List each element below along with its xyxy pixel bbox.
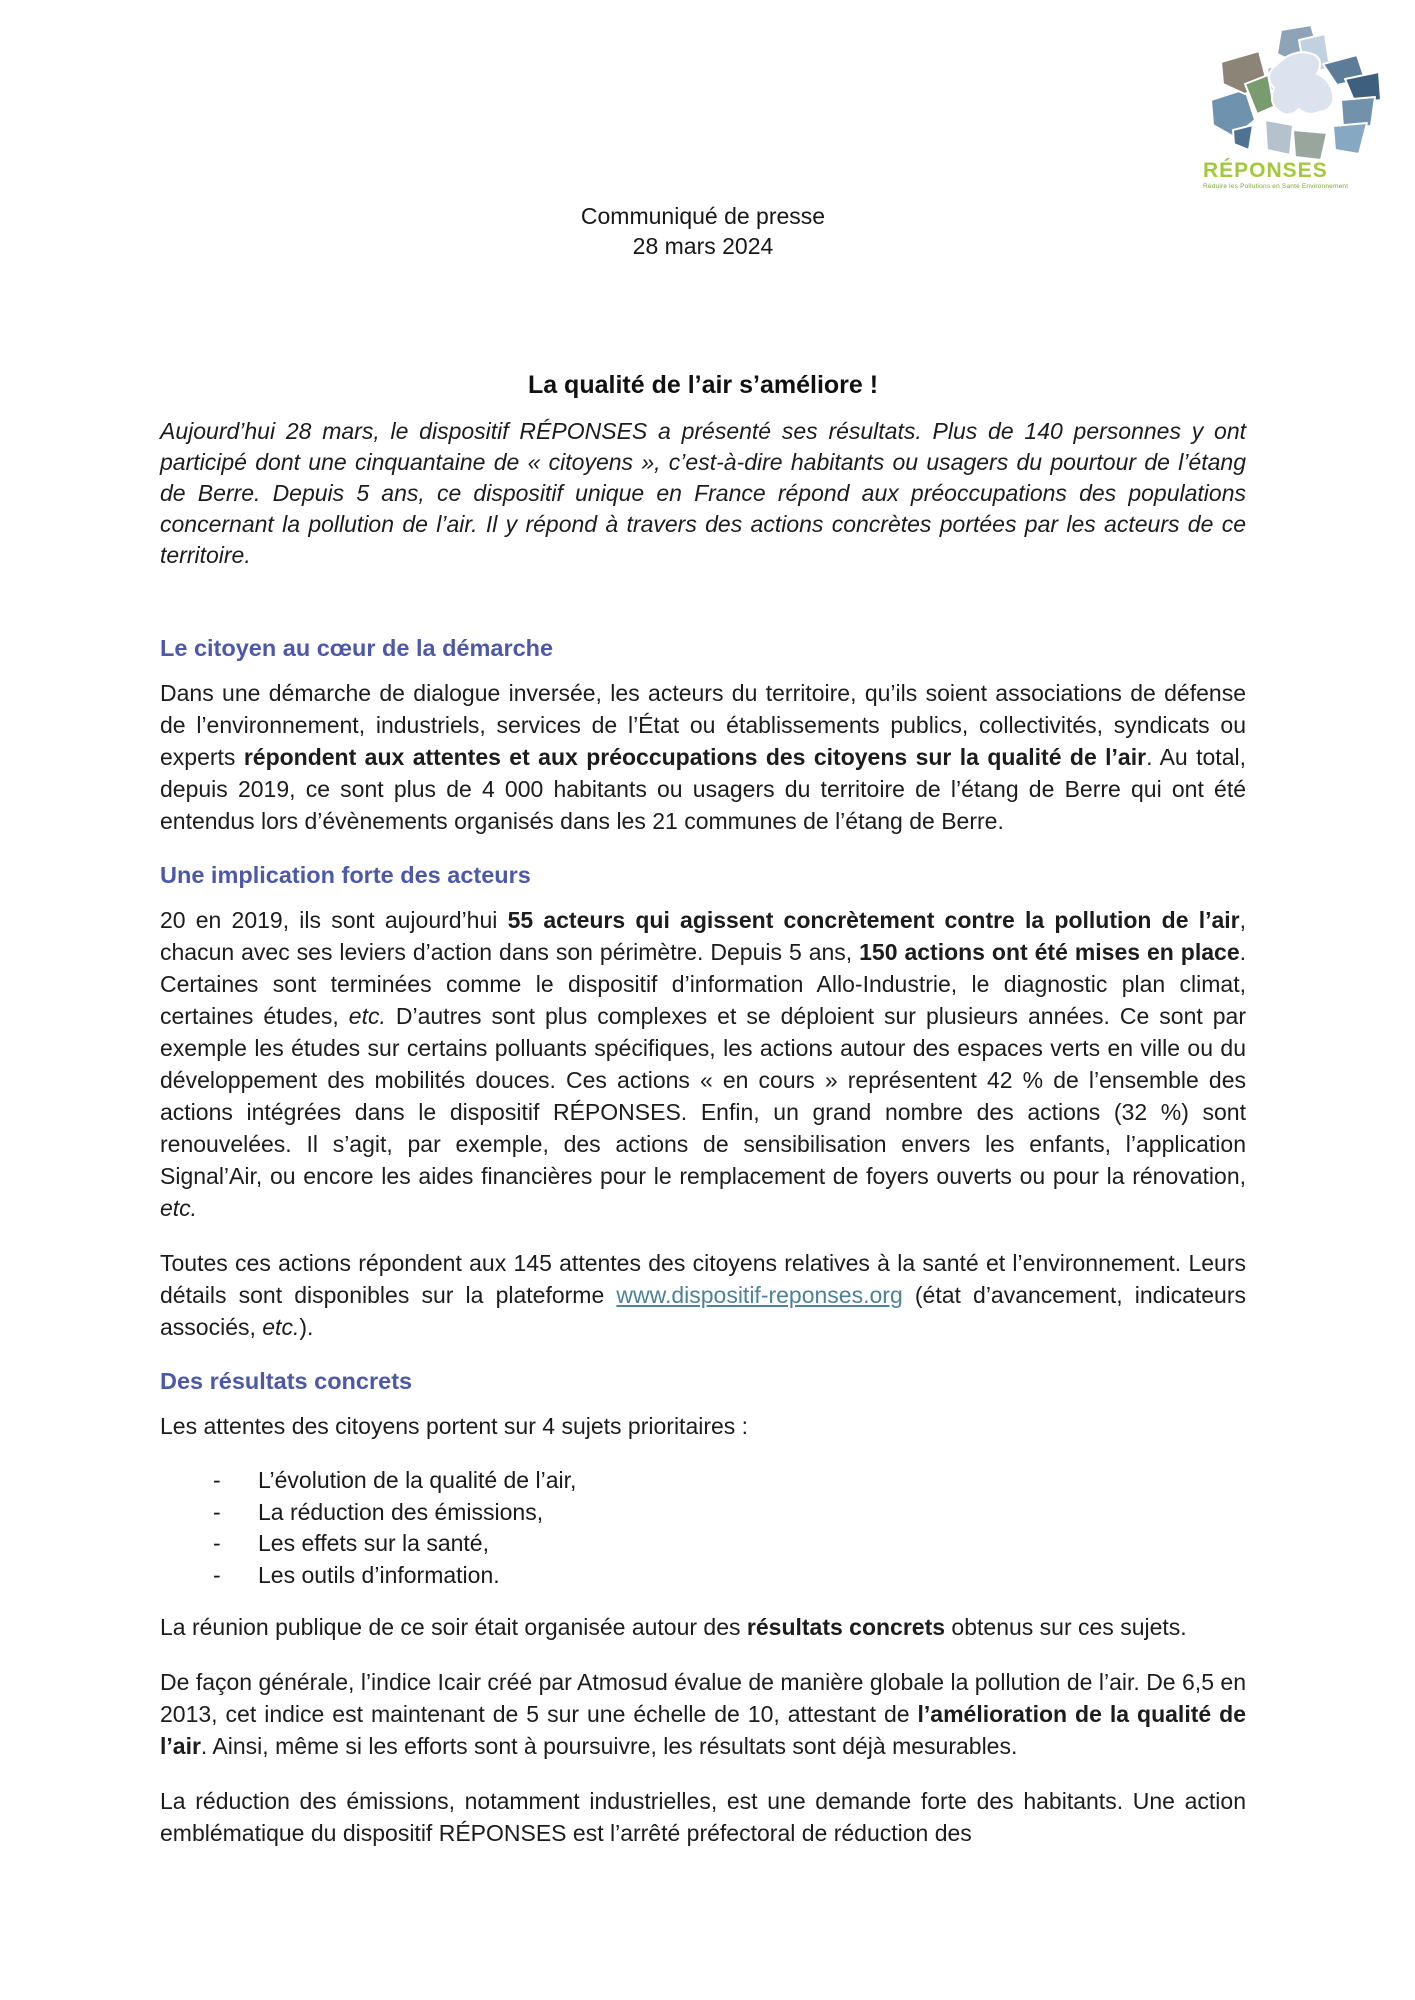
text-run: . Ainsi, même si les efforts sont à poursuivre, les résultats sont déjà mesurables. [200,1733,1018,1759]
paragraph-citizen [160,677,1246,837]
logo-brand-text: RÉPONSES [1203,159,1328,182]
section-heading-citizen: Le citoyen au cœur de la démarche [160,635,554,661]
logo-tagline: Réduire les Pollutions en Santé Environnement [1203,183,1349,190]
text-run: La réduction des émissions, notamment industrielles, est une demande forte des habitants. Une action emblématique du dispositif RÉPONSES est l’arrêté préfectoral de réduction des [160,1788,1246,1846]
text-run: De façon générale, l’indice Icair créé par Atmosud évalue de manière globale la pollution de l’air. De 6,5 en 2013, cet indice est maintenant de 5 sur une échelle de 10, attestant de [160,1669,1246,1727]
text-run: Toutes ces actions répondent aux 145 attentes des citoyens relatives à la santé et l’environnement. Leurs détails sont disponibles sur la plateforme [160,1250,1246,1308]
text-run: , chacun avec ses leviers d’action dans son périmètre. Depuis 5 ans, [160,907,1246,965]
text-run: 150 actions ont été mises en place [859,939,1240,965]
paragraph-icair [160,1666,1246,1762]
text-run: etc. [262,1314,300,1340]
text-run: 55 acteurs qui agissent concrètement contre la pollution de l’air [507,907,1240,933]
text-run: répondent aux attentes et aux préoccupations des citoyens sur la qualité de l’air [243,744,1147,770]
text-run: . Certaines sont terminées comme le dispositif d’information Allo-Industrie, le diagnostic plan climat, certaines études, [160,939,1247,1029]
topics-list [160,1465,1246,1591]
text-run: ). [299,1314,314,1340]
topic-list-item: - L’évolution de la qualité de l’air, [160,1465,1246,1497]
paragraph-platform [160,1247,1246,1343]
paragraph-implication [160,904,1246,1224]
text-run: . Au total, depuis 2019, ce sont plus de 4 000 habitants ou usagers du territoire de l’étang de Berre qui ont été entendus lors d’évènements organisés dans les 21 communes de l’étang de Berre. [160,744,1246,834]
topic-list-item: - Les effets sur la santé, [160,1528,1246,1560]
topic-list-item: - La réduction des émissions, [160,1497,1246,1529]
text-run: obtenus sur ces sujets. [945,1614,1187,1640]
text-run: l’amélioration de la qualité de l’air [160,1701,1246,1759]
section-heading-results: Des résultats concrets [160,1368,413,1394]
section-heading-implication: Une implication forte des acteurs [160,862,531,888]
doc-date: 28 mars 2024 [632,233,774,259]
document-meta [160,201,1246,261]
text-run: etc. [160,1195,198,1221]
document-body [160,0,1246,1872]
topic-list-item: - Les outils d’information. [160,1560,1246,1592]
intro-paragraph [160,416,1246,571]
text-run: etc. [348,1003,386,1029]
platform-link[interactable]: www.dispositif-reponses.org [616,1282,903,1308]
page-title: La qualité de l’air s’améliore ! [527,371,879,399]
doc-type: Communiqué de presse [580,203,826,229]
paragraph-emissions [160,1785,1246,1849]
paragraph-topics-intro: Les attentes des citoyens portent sur 4 sujets prioritaires : [160,1413,749,1439]
text-run: Aujourd’hui 28 mars, le dispositif RÉPONSES a présenté ses résultats. Plus de 140 personnes y ont participé dont une cinquantaine de « citoyens », c’est-à-dire habitants ou usagers du pourtour de l’étang de Berre. Depuis 5 ans, ce dispositif unique en France répond aux préoccupations des populations concernant la pollution de l’air. Il y répond à travers des actions concrètes portées par les acteurs de ce territoire. [160,418,1246,568]
text-run: résultats concrets [746,1614,946,1640]
text-run: 20 en 2019, ils sont aujourd’hui [160,907,508,933]
text-run: Dans une démarche de dialogue inversée, les acteurs du territoire, qu’ils soient associations de défense de l’environnement, industriels, services de l’État ou établissements publics, collectivités, syndicats ou experts [160,680,1246,770]
text-run: D’autres sont plus complexes et se déploient sur plusieurs années. Ce sont par exemple les études sur certains polluants spécifiques, les actions autour des espaces verts en ville ou du développement des mobilités douces. Ces actions « en cours » représentent 42 % de l’ensemble des actions intégrées dans le dispositif RÉPONSES. Enfin, un grand nombre des actions (32 %) sont renouvelées. Il s’agit, par exemple, des actions de sensibilisation envers les enfants, l’application Signal’Air, ou encore les aides financières pour le remplacement de foyers ouverts ou pour la rénovation, [160,1003,1247,1189]
text-run: (état d’avancement, indicateurs associés, [160,1282,1246,1340]
paragraph-public-meeting [160,1611,1246,1643]
text-run: La réunion publique de ce soir était organisée autour des [160,1614,747,1640]
